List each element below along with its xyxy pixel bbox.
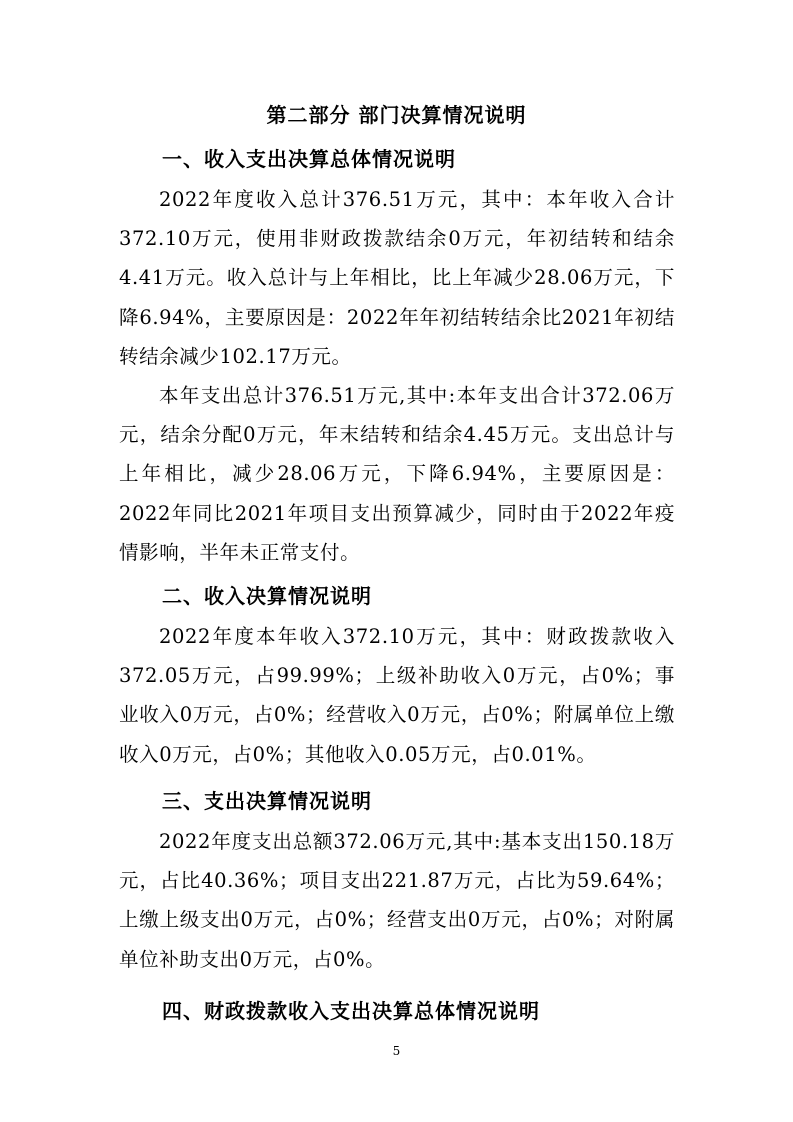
section-heading-3: 三、支出决算情况说明 [162,789,372,813]
section-1-paragraph-1: 2022年度收入总计376.51万元，其中：本年收入合计372.10万元，使用非财政拨款结余0万元，年初结转和结余4.41万元。收入总计与上年相比，比上年减少28.06万元，下降6.94%，主要原因是：2022年年初结转结余比2021年初结转结余减少102.17万元。 [119,188,675,368]
section-heading-1: 一、收入支出决算总体情况说明 [162,147,456,171]
section-3-paragraph-1: 2022年度支出总额372.06万元,其中:基本支出150.18万元，占比40.36%；项目支出221.87万元，占比为59.64%；上缴上级支出0万元，占0%；经营支出0万元，占0%；对附属单位补助支出0万元，占0%。 [119,830,675,971]
section-heading-2: 二、收入决算情况说明 [162,584,372,608]
section-heading-4: 四、财政拨款收入支出决算总体情况说明 [162,999,540,1023]
page-number: 5 [392,1044,401,1058]
section-1-paragraph-2: 本年支出总计376.51万元,其中:本年支出合计372.06万元，结余分配0万元，年末结转和结余4.45万元。支出总计与上年相比，减少28.06万元，下降6.94%，主要原因是：2022年同比2021年项目支出预算减少，同时由于2022年疫情影响，半年未正常支付。 [119,384,675,564]
page-title: 第二部分 部门决算情况说明 [266,103,527,127]
section-2-paragraph-1: 2022年度本年收入372.10万元，其中：财政拨款收入372.05万元，占99.99%；上级补助收入0万元，占0%；事业收入0万元，占0%；经营收入0万元，占0%；附属单位上缴收入0万元，占0%；其他收入0.05万元，占0.01%。 [119,625,675,766]
